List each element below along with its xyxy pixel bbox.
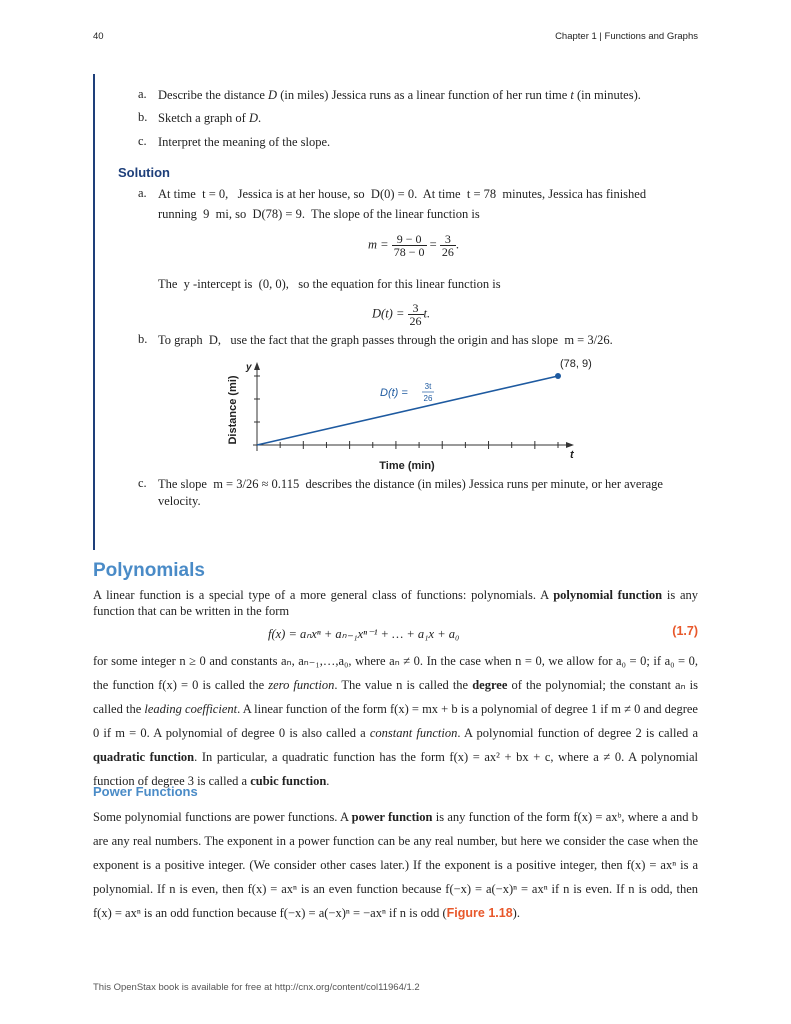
text: of the polynomial; the constant aₙ is called the — [93, 678, 699, 716]
exercise-marker-b: b. — [138, 110, 148, 124]
text: if a₀ = 0, the function f(x) = 0 is called the — [93, 654, 699, 692]
text: is any function of the form f(x) = axᵇ, where a and b are any real numbers. The exponent in a power function can be any real number, but here we consider the case when the exponent is a positive integer. (We consider other cases later.) If the exponent is a positive integer, then f(x) = axⁿ is a polynomial. If n is even, then f(x) = axⁿ is an even function because f(−x) = a(−x)ⁿ = axⁿ if n is even. If n is odd, then f(x) = axⁿ is an odd function because f(−x) = a(−x)ⁿ = −axⁿ if n is odd ( — [93, 810, 698, 920]
function-label-denominator: 26 — [423, 394, 433, 403]
math: . — [455, 237, 459, 252]
footer-note: This OpenStax book is available for free at http://cnx.org/content/col11964/1.2 — [93, 982, 420, 993]
solution-b-text: To graph D, use the fact that the graph passes through the origin and has slope m = 3/26. — [158, 333, 613, 347]
distance-time-graph — [220, 350, 600, 475]
text: (in minutes). — [573, 88, 641, 102]
solution-a-line3: The y -intercept is (0, 0), so the equation for this linear function is — [158, 277, 501, 291]
math: t. — [423, 306, 431, 321]
exercise-item-c: Interpret the meaning of the slope. — [158, 135, 331, 149]
math-var: D — [248, 111, 258, 125]
math-var: t — [570, 88, 574, 102]
denominator: 78 − 0 — [393, 245, 425, 259]
term-quadratic-function: quadratic function — [93, 750, 195, 764]
text: Some polynomial functions are power functions. A — [93, 810, 352, 824]
point-annotation: (78, 9) — [560, 358, 592, 370]
math: = — [429, 237, 437, 252]
denominator: 26 — [441, 245, 454, 259]
denominator: 26 — [409, 314, 422, 328]
subsection-heading-power-functions: Power Functions — [93, 784, 198, 799]
solution-heading: Solution — [118, 165, 170, 180]
term-leading-coefficient: leading coefficient — [144, 702, 238, 716]
text: Describe the distance — [158, 88, 269, 102]
math: D(t) = — [372, 306, 405, 321]
x-axis-arrow — [566, 442, 574, 448]
fraction — [408, 302, 424, 327]
exercise-item-a — [158, 87, 641, 103]
text: . The value n is called the — [334, 678, 473, 692]
polynomials-intro — [93, 587, 698, 619]
figure-link[interactable]: Figure 1.18 — [446, 906, 513, 920]
term-degree: degree — [472, 678, 508, 692]
text: . A linear function of the form f(x) = mx + b is a polynomial of degree 1 if m ≠ 0 and degree 0 if m = 0. A polynomial of degree 0 is also called a — [93, 702, 698, 740]
text: . — [326, 774, 330, 788]
exercise-marker-c: c. — [138, 134, 147, 148]
x-axis-var-label: t — [570, 449, 574, 461]
exercise-item-b — [158, 110, 261, 126]
solution-marker-a: a. — [138, 186, 147, 200]
math: m = — [368, 237, 389, 252]
solution-c-line2: velocity. — [158, 494, 201, 508]
function-label-numerator: 3t — [424, 382, 432, 391]
polynomials-paragraph — [93, 649, 698, 793]
term-cubic-function: cubic function — [250, 774, 327, 788]
text: is any function that can be written in the form — [93, 588, 699, 618]
term-power-function: power function — [351, 810, 433, 824]
page-number: 40 — [93, 31, 104, 42]
slope-equation — [368, 233, 459, 258]
text: for some integer n ≥ 0 and constants aₙ, aₙ₋₁,…,a₀, where aₙ ≠ 0. In the case when n = 0, we allow for a₀ = 0; — [93, 654, 650, 668]
text: . A polynomial function of degree 2 is called a — [457, 726, 698, 740]
endpoint-marker — [555, 373, 561, 379]
numerator: 3 — [408, 302, 424, 315]
solution-c-line1: The slope m = 3/26 ≈ 0.115 describes the distance (in miles) Jessica runs per minute, or her average — [158, 477, 663, 491]
exercise-marker-a: a. — [138, 87, 147, 101]
text: ). — [512, 906, 520, 920]
solution-marker-b: b. — [138, 332, 148, 346]
term-constant-function: constant function — [369, 726, 458, 740]
solution-a-line1: At time t = 0, Jessica is at her house, so D(0) = 0. At time t = 78 minutes, Jessica has finished — [158, 187, 647, 201]
y-axis-arrow — [254, 362, 260, 370]
text: . In particular, a quadratic function has the form f(x) = ax² + bx + c, where a ≠ 0. A polynomial function of degree 3 is called a — [93, 750, 698, 788]
numerator: 3 — [440, 233, 456, 246]
y-axis-title: Distance (mi) — [227, 375, 239, 445]
text: . — [257, 111, 262, 125]
function-equation — [372, 302, 430, 327]
fraction — [392, 233, 427, 258]
x-axis-title: Time (min) — [379, 460, 435, 472]
text: Sketch a graph of — [158, 111, 249, 125]
equation-number: (1.7) — [672, 624, 698, 638]
section-heading-polynomials: Polynomials — [93, 560, 205, 581]
solution-marker-c: c. — [138, 476, 147, 490]
example-sidebar-bar — [93, 74, 95, 550]
text: (in miles) Jessica runs as a linear function of her run time — [277, 88, 571, 102]
polynomial-equation: f(x) = aₙxⁿ + aₙ₋₁xⁿ⁻¹ + … + a₁x + a₀ — [268, 627, 460, 641]
numerator: 9 − 0 — [392, 233, 427, 246]
solution-a-line2: running 9 mi, so D(78) = 9. The slope of the linear function is — [158, 207, 480, 221]
power-functions-paragraph — [93, 805, 698, 925]
function-label-lhs: D(t) = — [380, 387, 408, 399]
term-zero-function: zero function — [268, 678, 335, 692]
text: A linear function is a special type of a more general class of functions: polynomials. A — [93, 588, 554, 602]
y-axis-var-label: y — [246, 362, 252, 373]
math-var: D — [268, 88, 278, 102]
term-polynomial-function: polynomial function — [553, 588, 663, 602]
fraction — [440, 233, 456, 258]
chapter-title: Chapter 1 | Functions and Graphs — [555, 31, 698, 42]
